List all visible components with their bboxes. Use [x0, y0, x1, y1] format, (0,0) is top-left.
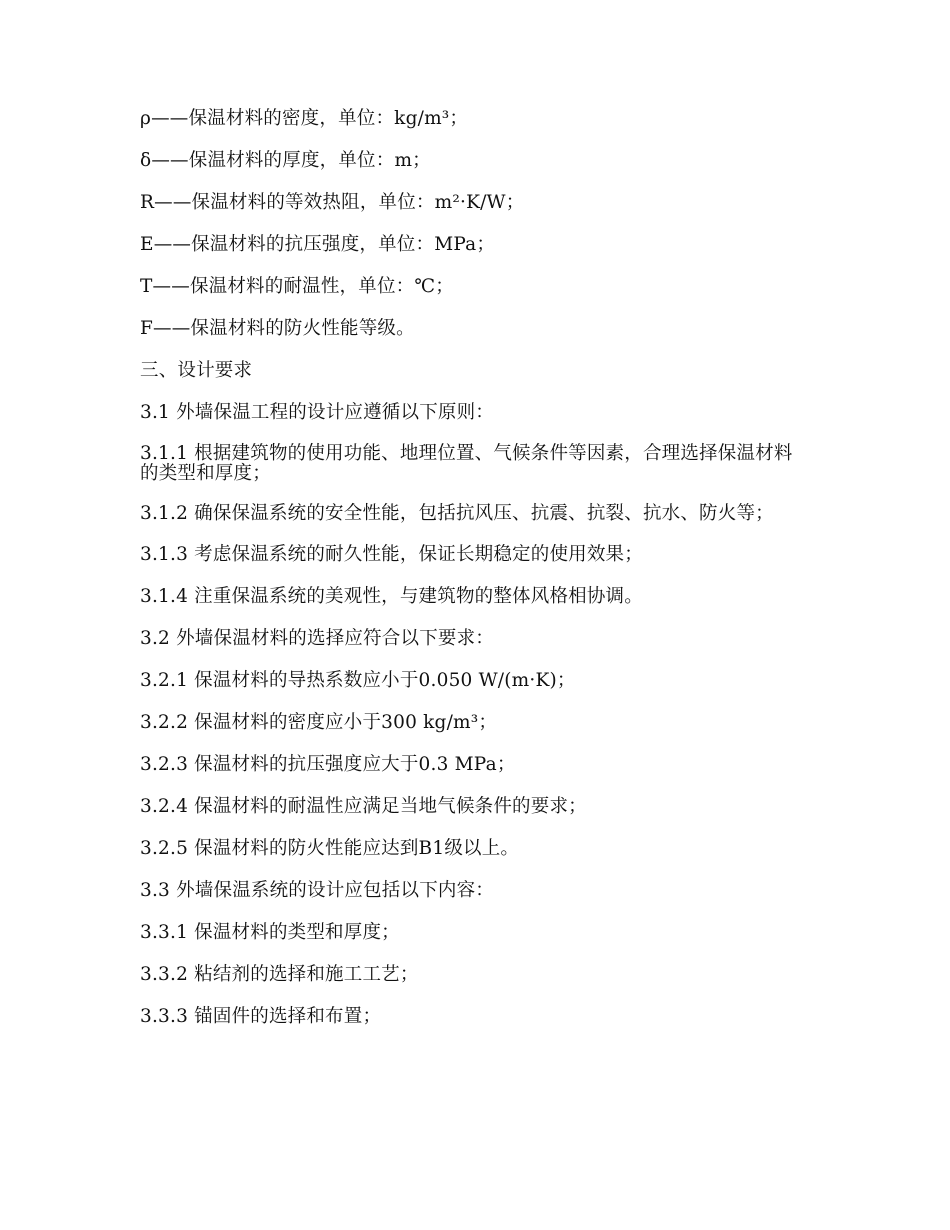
- clause-3-3-2: 3.3.2 粘结剂的选择和施工工艺；: [140, 964, 419, 985]
- clause-3-2-5: 3.2.5 保温材料的防火性能应达到B1级以上。: [140, 838, 520, 859]
- section-heading: 三、设计要求: [140, 360, 253, 381]
- clause-3-3-1: 3.3.1 保温材料的类型和厚度；: [140, 922, 400, 943]
- clause-3-3-3: 3.3.3 锚固件的选择和布置；: [140, 1006, 382, 1027]
- definition-fire-rating: F——保温材料的防火性能等级。: [140, 318, 415, 339]
- clause-3-1: 3.1 外墙保温工程的设计应遵循以下原则：: [140, 402, 495, 423]
- document-body: [140, 108, 810, 1048]
- clause-3-2: 3.2 外墙保温材料的选择应符合以下要求：: [140, 628, 495, 649]
- clause-3-2-1: 3.2.1 保温材料的导热系数应小于0.050 W/(m·K)；: [140, 670, 576, 691]
- clause-3-1-4: 3.1.4 注重保温系统的美观性，与建筑物的整体风格相协调。: [140, 586, 643, 607]
- definition-thickness: δ——保温材料的厚度，单位：m；: [140, 150, 431, 171]
- clause-3-1-2: 3.1.2 确保保温系统的安全性能，包括抗风压、抗震、抗裂、抗水、防火等；: [140, 503, 774, 524]
- clause-3-2-3: 3.2.3 保温材料的抗压强度应大于0.3 MPa；: [140, 754, 516, 775]
- clause-3-2-4: 3.2.4 保温材料的耐温性应满足当地气候条件的要求；: [140, 796, 587, 817]
- definition-thermal-resistance: R——保温材料的等效热阻，单位：m²·K/W；: [140, 192, 525, 213]
- clause-3-1-1: 3.1.1 根据建筑物的使用功能、地理位置、气候条件等因素，合理选择保温材料的类型和厚度；: [140, 443, 793, 484]
- clause-3-2-2: 3.2.2 保温材料的密度应小于300 kg/m³；: [140, 712, 498, 733]
- definition-density: ρ——保温材料的密度，单位：kg/m³；: [140, 108, 469, 129]
- clause-3-1-3: 3.1.3 考虑保温系统的耐久性能，保证长期稳定的使用效果；: [140, 544, 643, 565]
- definition-temperature-resistance: T——保温材料的耐温性，单位：℃；: [140, 276, 454, 297]
- definition-compressive-strength: E——保温材料的抗压强度，单位：MPa；: [140, 234, 496, 255]
- clause-3-3: 3.3 外墙保温系统的设计应包括以下内容：: [140, 880, 495, 901]
